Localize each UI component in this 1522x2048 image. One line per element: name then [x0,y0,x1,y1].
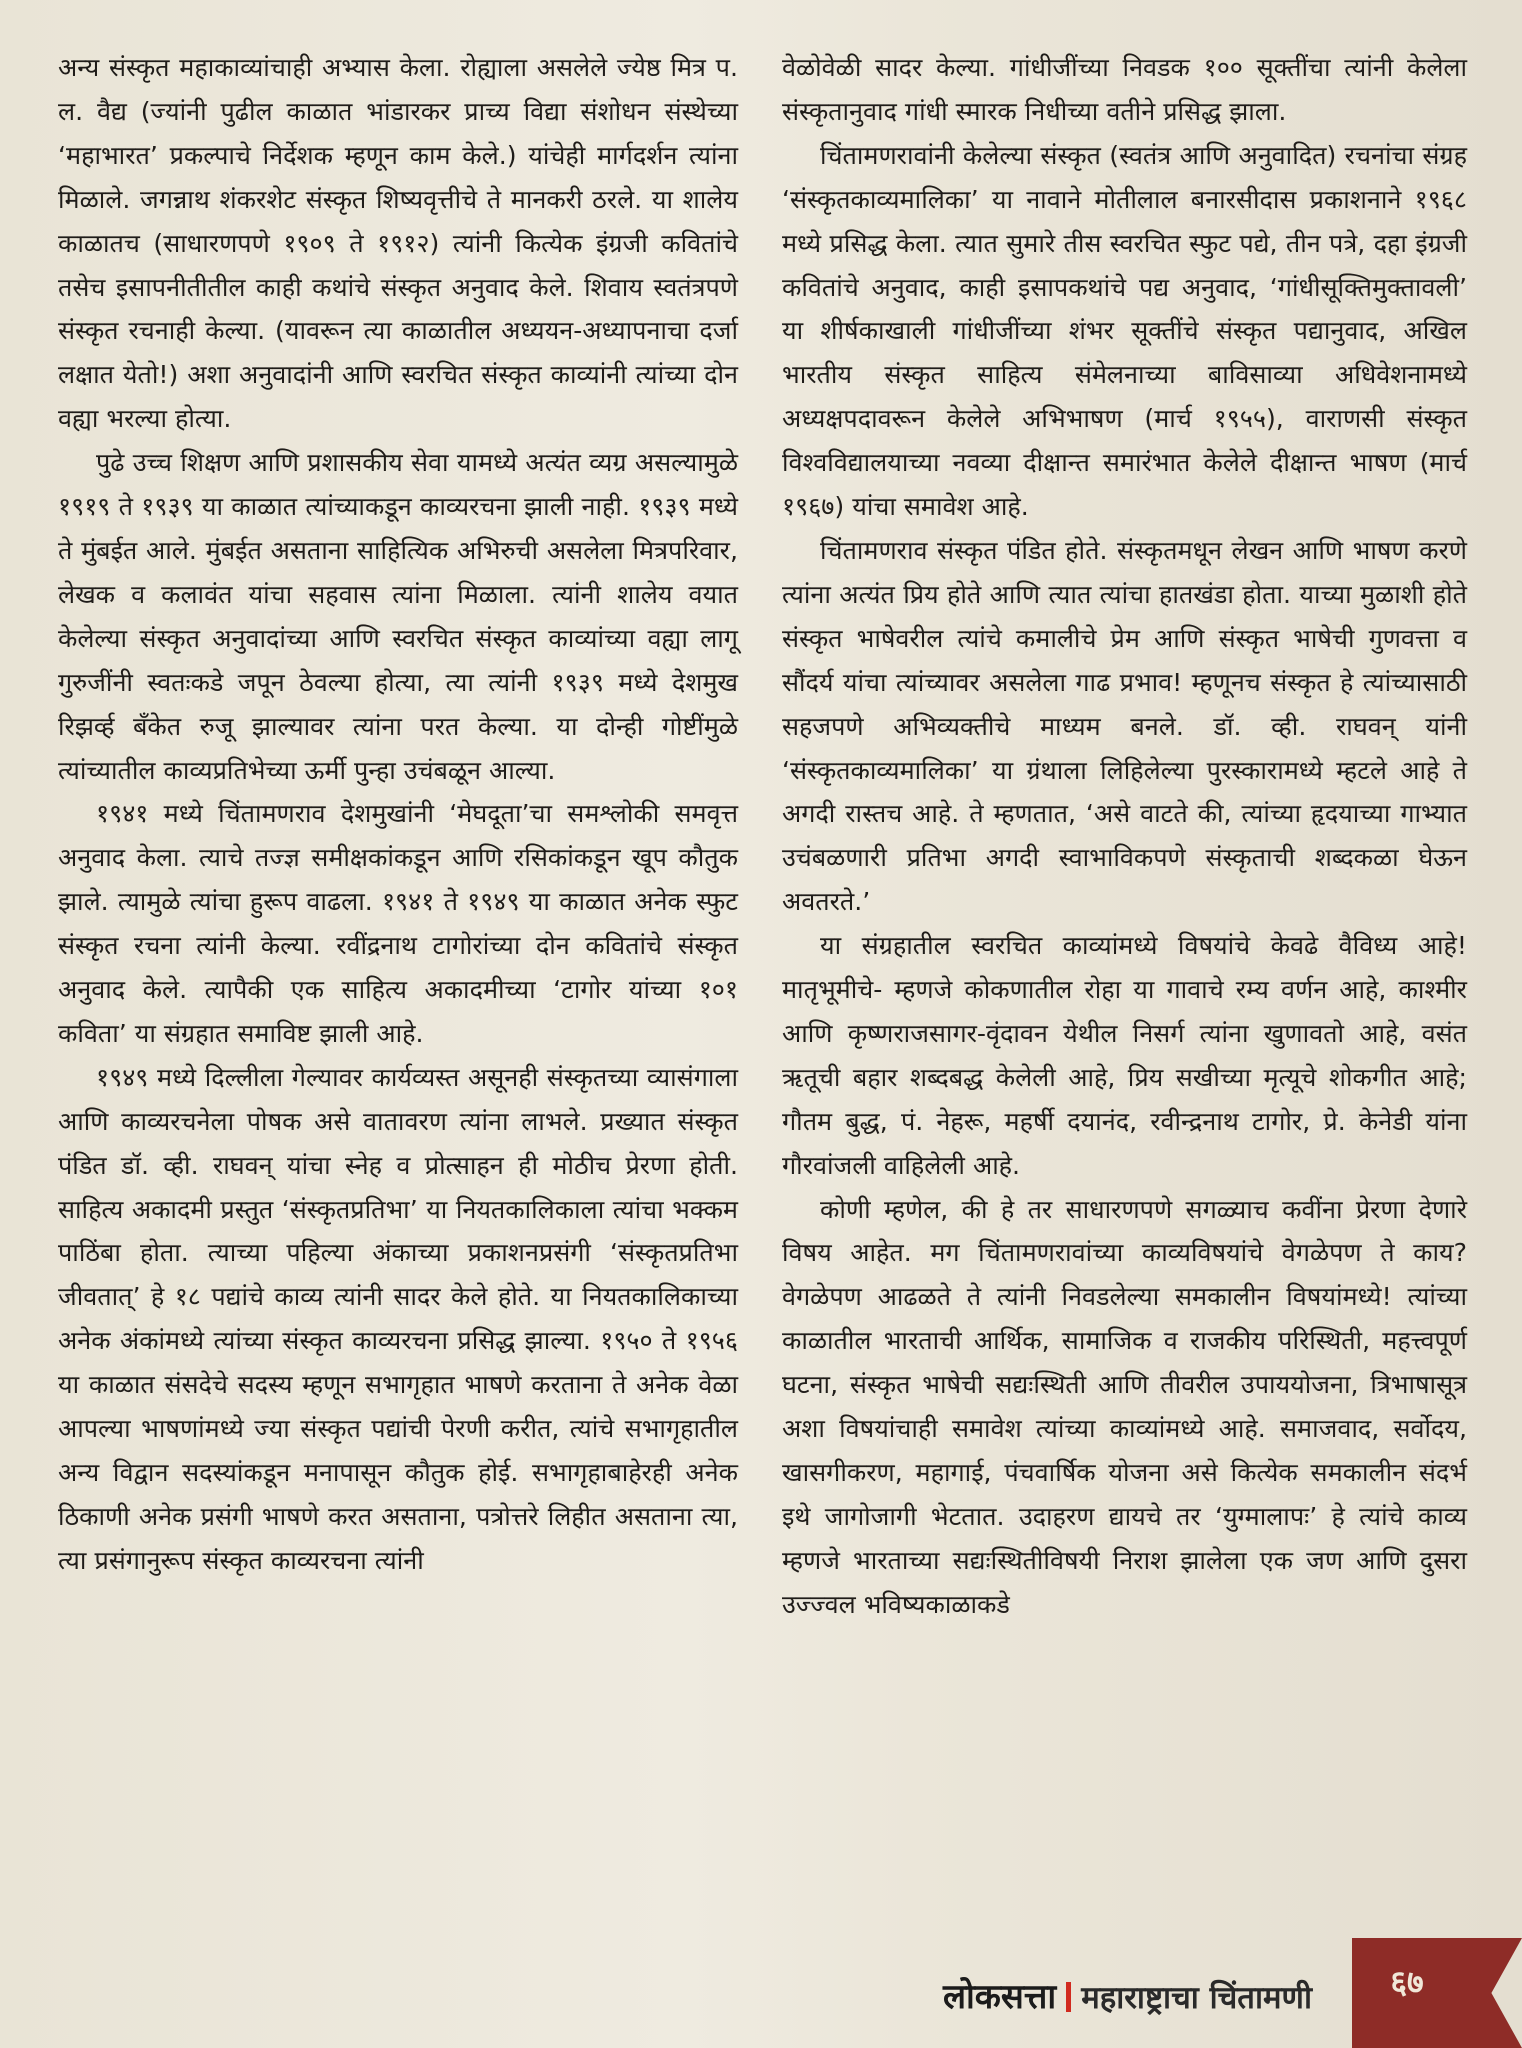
page-number: ६७ [1390,1963,1424,2001]
paragraph: पुढे उच्च शिक्षण आणि प्रशासकीय सेवा यामध्ये अत्यंत व्यग्र असल्यामुळे १९१९ ते १९३९ या काळात त्यांच्याकडून काव्यरचना झाली नाही. १९३९ मध्ये ते मुंबईत आले. मुंबईत असताना साहित्यिक अभिरुची असलेला मित्रपरिवार, लेखक व कलावंत यांचा सहवास त्यांना मिळाला. त्यांनी शालेय वयात केलेल्या संस्कृत अनुवादांच्या आणि स्वरचित संस्कृत काव्यांच्या वह्या लागू गुरुजींनी स्वतःकडे जपून ठेवल्या होत्या, त्या त्यांनी १९३९ मध्ये देशमुख रिझर्व्ह बँकेत रुजू झाल्यावर त्यांना परत केल्या. या दोन्ही गोष्टींमुळे त्यांच्यातील काव्यप्रतिभेच्या ऊर्मी पुन्हा उचंबळून आल्या. [58,448,738,785]
issue-title: महाराष्ट्राचा चिंतामणी [1081,1980,1312,2016]
paragraph: १९४१ मध्ये चिंतामणराव देशमुखांनी ‘मेघदूता’चा समश्लोकी समवृत्त अनुवाद केला. त्याचे तज्ज्ञ समीक्षकांकडून आणि रसिकांकडून खूप कौतुक झाले. त्यामुळे त्यांचा हुरूप वाढला. १९४१ ते १९४९ या काळात अनेक स्फुट संस्कृत रचना त्यांनी केल्या. रवींद्रनाथ टागोरांच्या दोन कवितांचे संस्कृत अनुवाद केले. त्यापैकी एक साहित्य अकादमीच्या ‘टागोर यांच्या १०१ कविता’ या संग्रहात समाविष्ट झाली आहे. [58,799,738,1048]
paragraph: अन्य संस्कृत महाकाव्यांचाही अभ्यास केला. रोह्याला असलेले ज्येष्ठ मित्र प. ल. वैद्य (ज्यांनी पुढील काळात भांडारकर प्राच्य विद्या संशोधन संस्थेच्या ‘महाभारत’ प्रकल्पाचे निर्देशक म्हणून काम केले.) यांचेही मार्गदर्शन त्यांना मिळाले. जगन्नाथ शंकरशेट संस्कृत शिष्यवृत्तीचे ते मानकरी ठरले. या शालेय काळातच (साधारणपणे १९०९ ते १९१२) त्यांनी कित्येक इंग्रजी कवितांचे तसेच इसापनीतीतील काही कथांचे संस्कृत अनुवाद केले. शिवाय स्वतंत्रपणे संस्कृत रचनाही केल्या. (यावरून त्या काळातील अध्ययन-अध्यापनाचा दर्जा लक्षात येतो!) अशा अनुवादांनी आणि स्वरचित संस्कृत काव्यांनी त्यांच्या दोन वह्या भरल्या होत्या. [58,53,738,434]
paragraph: चिंतामणरावांनी केलेल्या संस्कृत (स्वतंत्र आणि अनुवादित) रचनांचा संग्रह ‘संस्कृतकाव्यमालिका’ या नावाने मोतीलाल बनारसीदास प्रकाशनाने १९६८ मध्ये प्रसिद्ध केला. त्यात सुमारे तीस स्वरचित स्फुट पद्ये, तीन पत्रे, दहा इंग्रजी कवितांचे अनुवाद, काही इसापकथांचे पद्य अनुवाद, ‘गांधीसूक्तिमुक्तावली’ या शीर्षकाखाली गांधीजींच्या शंभर सूक्तींचे संस्कृत पद्यानुवाद, अखिल भारतीय संस्कृत साहित्य संमेलनाच्या बाविसाव्या अधिवेशनामध्ये अध्यक्षपदावरून केलेले अभिभाषण (मार्च १९५५), वाराणसी संस्कृत विश्वविद्यालयाच्या नवव्या दीक्षान्त समारंभात केलेले दीक्षान्त भाषण (मार्च १९६७) यांचा समावेश आहे. [782,140,1467,522]
paragraph: चिंतामणराव संस्कृत पंडित होते. संस्कृतमधून लेखन आणि भाषण करणे त्यांना अत्यंत प्रिय होते आणि त्यात त्यांचा हातखंडा होता. याच्या मुळाशी होते संस्कृत भाषेवरील त्यांचे कमालीचे प्रेम आणि संस्कृत भाषेची गुणवत्ता व सौंदर्य यांचा त्यांच्यावर असलेला गाढ प्रभाव! म्हणूनच संस्कृत हे त्यांच्यासाठी सहजपणे अभिव्यक्तीचे माध्यम बनले. डॉ. व्ही. राघवन् यांनी ‘संस्कृतकाव्यमालिका’ या ग्रंथाला लिहिलेल्या पुरस्कारामध्ये म्हटले आहे ते अगदी रास्तच आहे. ते म्हणतात, ‘असे वाटते की, त्यांच्या हृदयाच्या गाभ्यात उचंबळणारी प्रतिभा अगदी स्वाभाविकपणे संस्कृताची शब्दकळा घेऊन अवतरते.’ [782,535,1467,917]
paragraph: या संग्रहातील स्वरचित काव्यांमध्ये विषयांचे केवढे वैविध्य आहे! मातृभूमीचे- म्हणजे कोकणातील रोहा या गावाचे रम्य वर्णन आहे, काश्मीर आणि कृष्णराजसागर-वृंदावन येथील निसर्ग त्यांना खुणावतो आहे, वसंत ऋतूची बहार शब्दबद्ध केलेली आहे, प्रिय सखीच्या मृत्यूचे शोकगीत आहे; गौतम बुद्ध, पं. नेहरू, महर्षी दयानंद, रवीन्द्रनाथ टागोर, प्रे. केनेडी यांना गौरवांजली वाहिलेली आहे. [782,931,1467,1180]
footer-branding [943,1972,1312,2018]
page-footer [0,1938,1522,2048]
paragraph: कोणी म्हणेल, की हे तर साधारणपणे सगळ्याच कवींना प्रेरणा देणारे विषय आहेत. मग चिंतामणरावांच्या काव्यविषयांचे वेगळेपण ते काय? वेगळेपण आढळते ते त्यांनी निवडलेल्या समकालीन विषयांमध्ये! त्यांच्या काळातील भारताची आर्थिक, सामाजिक व राजकीय परिस्थिती, महत्त्वपूर्ण घटना, संस्कृत भाषेची सद्यःस्थिती आणि तीवरील उपाययोजना, त्रिभाषासूत्र अशा विषयांचाही समावेश त्यांच्या काव्यांमध्ये आहे. समाजवाद, सर्वोदय, खासगीकरण, महागाई, पंचवार्षिक योजना असे कित्येक समकालीन संदर्भ इथे जागोजागी भेटतात. उदाहरण द्यायचे तर ‘युग्मालापः’ हे त्यांचे काव्य म्हणजे भारताच्या सद्यःस्थितीविषयी निराश झालेला एक जण आणि दुसरा उज्ज्वल भविष्यकाळाकडे [782,1194,1467,1619]
paragraph: १९४९ मध्ये दिल्लीला गेल्यावर कार्यव्यस्त असूनही संस्कृतच्या व्यासंगाला आणि काव्यरचनेला पोषक असे वातावरण त्यांना लाभले. प्रख्यात संस्कृत पंडित डॉ. व्ही. राघवन् यांचा स्नेह व प्रोत्साहन ही मोठीच प्रेरणा होती. साहित्य अकादमी प्रस्तुत ‘संस्कृतप्रतिभा’ या नियतकालिकाला त्यांचा भक्कम पाठिंबा होता. त्याच्या पहिल्या अंकाच्या प्रकाशनप्रसंगी ‘संस्कृतप्रतिभा जीवतात्’ हे १८ पद्यांचे काव्य त्यांनी सादर केले होते. या नियतकालिकाच्या अनेक अंकांमध्ये त्यांच्या संस्कृत काव्यरचना प्रसिद्ध झाल्या. १९५० ते १९५६ या काळात संसदेचे सदस्य म्हणून सभागृहात भाषणे करताना ते अनेक वेळा आपल्या भाषणांमध्ये ज्या संस्कृत पद्यांची पेरणी करीत, त्यांचे सभागृहातील अन्य विद्वान सदस्यांकडून मनापासून कौतुक होई. सभागृहाबाहेरही अनेक ठिकाणी अनेक प्रसंगी भाषणे करत असताना, पत्रोत्तरे लिहीत असताना त्या, त्या प्रसंगानुरूप संस्कृत काव्यरचना त्यांनी [58,1062,738,1575]
separator-bar [1066,1982,1071,2012]
paragraph: वेळोवेळी सादर केल्या. गांधीजींच्या निवडक १०० सूक्तींचा त्यांनी केलेला संस्कृतानुवाद गांधी स्मारक निधीच्या वतीने प्रसिद्ध झाला. [782,53,1467,126]
right-column [782,46,1467,1627]
publication-logo: लोकसत्ता [942,1977,1057,2017]
left-column [58,46,738,1583]
